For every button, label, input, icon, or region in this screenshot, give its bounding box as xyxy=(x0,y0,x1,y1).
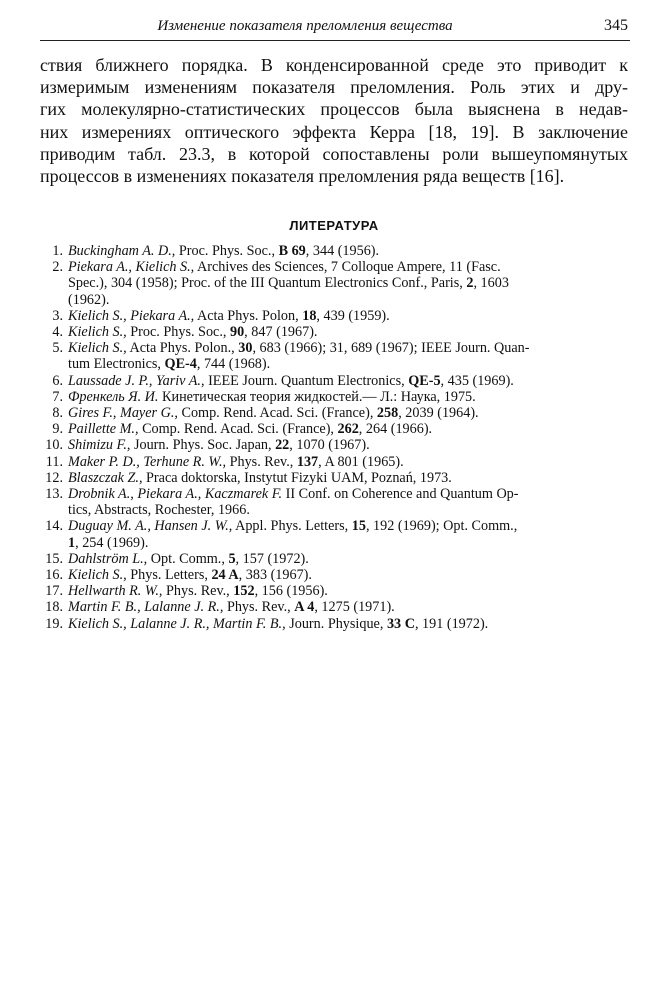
reference-number: 4. xyxy=(52,324,63,341)
reference-line xyxy=(68,275,628,291)
reference-number: 18. xyxy=(45,599,63,616)
reference-text: (1962). xyxy=(68,291,110,308)
reference-line xyxy=(68,243,628,259)
reference-text: Phys. Letters, 24 A, 383 (1967). xyxy=(126,567,312,584)
reference-text: Comp. Rend. Acad. Sci. (France), 258, 2039 (1964). xyxy=(177,405,479,422)
reference-line xyxy=(68,454,628,470)
reference-text: Appl. Phys. Letters, 15, 192 (1969); Opt. Comm., xyxy=(232,518,518,535)
body-line: ствия ближнего порядка. В конденсированной среде это приводит к xyxy=(40,55,628,75)
reference-text: Journ. Phys. Soc. Japan, 22, 1070 (1967). xyxy=(130,437,370,454)
reference-text: Proc. Phys. Soc., B 69, 344 (1956). xyxy=(175,243,380,259)
reference-line xyxy=(68,373,628,389)
reference-authors: Blaszczak Z., xyxy=(68,469,143,486)
reference-line xyxy=(68,421,628,437)
running-header xyxy=(40,14,630,41)
reference-number: 10. xyxy=(45,437,63,454)
reference-number: 15. xyxy=(45,550,63,567)
reference-item xyxy=(28,324,628,340)
reference-item xyxy=(28,599,628,615)
reference-line xyxy=(68,599,628,615)
reference-item xyxy=(28,486,628,518)
body-paragraph xyxy=(40,54,628,187)
reference-item xyxy=(28,454,628,470)
references-heading: ЛИТЕРАТУРА xyxy=(289,218,379,233)
reference-number: 19. xyxy=(45,615,63,632)
reference-line xyxy=(68,616,628,632)
reference-number: 7. xyxy=(52,388,63,405)
reference-text: 1, 254 (1969). xyxy=(68,534,149,551)
reference-line xyxy=(68,567,628,583)
reference-number: 6. xyxy=(52,372,63,389)
reference-number: 11. xyxy=(45,453,63,470)
reference-line xyxy=(68,583,628,599)
body-line: них измерениях оптического эффекта Керра [18, 19]. В заключение xyxy=(40,121,628,142)
reference-text: Comp. Rend. Acad. Sci. (France), 262, 264 (1966). xyxy=(138,421,433,438)
body-line: процессов в изменениях показателя преломления ряда веществ [16]. xyxy=(40,166,565,187)
reference-number: 3. xyxy=(52,307,63,324)
reference-item xyxy=(28,243,628,259)
reference-line xyxy=(68,324,628,340)
reference-authors: Kielich S., Piekara A., xyxy=(68,307,195,324)
reference-number: 13. xyxy=(45,486,63,503)
reference-item xyxy=(28,373,628,389)
reference-number: 8. xyxy=(52,405,63,422)
reference-item xyxy=(28,421,628,437)
reference-authors: Kielich S., xyxy=(68,340,127,357)
reference-text: Phys. Rev., 152, 156 (1956). xyxy=(162,583,328,600)
reference-text: Acta Phys. Polon., 30, 683 (1966); 31, 689 (1967); IEEE Journ. Quan- xyxy=(126,340,530,357)
reference-item xyxy=(28,437,628,453)
reference-authors: Gires F., Mayer G., xyxy=(68,405,178,422)
reference-line xyxy=(68,470,628,486)
body-line: измеримым изменениям показателя преломления. Роль этих и дру- xyxy=(40,77,628,98)
reference-line xyxy=(68,259,628,275)
reference-text: Opt. Comm., 5, 157 (1972). xyxy=(147,550,309,567)
reference-line xyxy=(68,356,628,372)
reference-line xyxy=(68,551,628,567)
reference-authors: Drobnik A., Piekara A., Kaczmarek F. xyxy=(68,486,283,503)
reference-line xyxy=(68,308,628,324)
reference-authors: Френкель Я. И. xyxy=(68,388,159,405)
reference-authors: Kielich S., Lalanne J. R., Martin F. B., xyxy=(68,615,286,632)
reference-number: 9. xyxy=(52,421,63,438)
reference-text: IEEE Journ. Quantum Electronics, QE-5, 435 (1969). xyxy=(204,372,514,389)
reference-authors: Shimizu F., xyxy=(68,437,131,454)
running-title: Изменение показателя преломления вещества xyxy=(157,18,453,34)
reference-text: tum Electronics, QE-4, 744 (1968). xyxy=(68,356,271,373)
reference-authors: Kielich S., xyxy=(68,324,127,341)
reference-line xyxy=(68,340,628,356)
reference-authors: Dahlström L., xyxy=(68,550,148,567)
reference-authors: Hellwarth R. W., xyxy=(68,583,163,600)
reference-text: Proc. Phys. Soc., 90, 847 (1967). xyxy=(126,324,318,341)
reference-number: 1. xyxy=(52,243,63,259)
reference-number: 2. xyxy=(52,259,63,276)
reference-authors: Kielich S., xyxy=(68,567,127,584)
reference-text: Acta Phys. Polon, 18, 439 (1959). xyxy=(194,307,390,324)
reference-number: 17. xyxy=(45,583,63,600)
references-list xyxy=(28,243,628,632)
reference-line xyxy=(68,502,628,518)
reference-authors: Buckingham A. D., xyxy=(68,243,176,259)
body-line: гих молекулярно-статистических процессов была выяснена в недав- xyxy=(40,99,628,120)
reference-item xyxy=(28,616,628,632)
reference-line xyxy=(68,405,628,421)
reference-line xyxy=(68,389,628,405)
reference-line xyxy=(68,486,628,502)
reference-item xyxy=(28,405,628,421)
reference-number: 5. xyxy=(52,340,63,357)
reference-authors: Laussade J. P., Yariv A., xyxy=(68,372,205,389)
reference-number: 16. xyxy=(45,567,63,584)
reference-authors: Duguay M. A., Hansen J. W., xyxy=(68,518,233,535)
reference-text: tics, Abstracts, Rochester, 1966. xyxy=(68,502,250,519)
reference-text: Phys. Rev., A 4, 1275 (1971). xyxy=(223,599,395,616)
reference-item xyxy=(28,470,628,486)
reference-text: Archives des Sciences, 7 Colloque Ampere, 11 (Fasc. xyxy=(194,259,501,276)
reference-item xyxy=(28,389,628,405)
reference-text: Spec.), 304 (1958); Proc. of the III Quantum Electronics Conf., Paris, 2, 1603 xyxy=(68,275,509,292)
reference-line xyxy=(68,535,628,551)
body-line: приводим табл. 23.3, в которой сопоставлены роли вышеупомянутых xyxy=(40,143,628,164)
reference-item xyxy=(28,518,628,550)
reference-line xyxy=(68,292,628,308)
reference-line xyxy=(68,437,628,453)
reference-number: 12. xyxy=(45,469,63,486)
reference-item xyxy=(28,340,628,372)
reference-item xyxy=(28,259,628,308)
reference-number: 14. xyxy=(45,518,63,535)
reference-authors: Martin F. B., Lalanne J. R., xyxy=(68,599,224,616)
reference-text: Journ. Physique, 33 C, 191 (1972). xyxy=(285,615,489,632)
reference-text: Phys. Rev., 137, A 801 (1965). xyxy=(226,453,404,470)
reference-authors: Piekara A., Kielich S., xyxy=(68,259,195,276)
reference-authors: Paillette M., xyxy=(68,421,139,438)
reference-item xyxy=(28,567,628,583)
reference-item xyxy=(28,308,628,324)
reference-authors: Maker P. D., Terhune R. W., xyxy=(68,453,227,470)
reference-text: II Conf. on Coherence and Quantum Op- xyxy=(282,486,519,503)
reference-text: Кинетическая теория жидкостей.— Л.: Наука, 1975. xyxy=(158,388,476,405)
reference-item xyxy=(28,551,628,567)
reference-item xyxy=(28,583,628,599)
reference-text: Praca doktorska, Instytut Fizyki UAM, Poznań, 1973. xyxy=(142,469,452,486)
reference-line xyxy=(68,518,628,534)
page-number: 345 xyxy=(604,17,628,34)
